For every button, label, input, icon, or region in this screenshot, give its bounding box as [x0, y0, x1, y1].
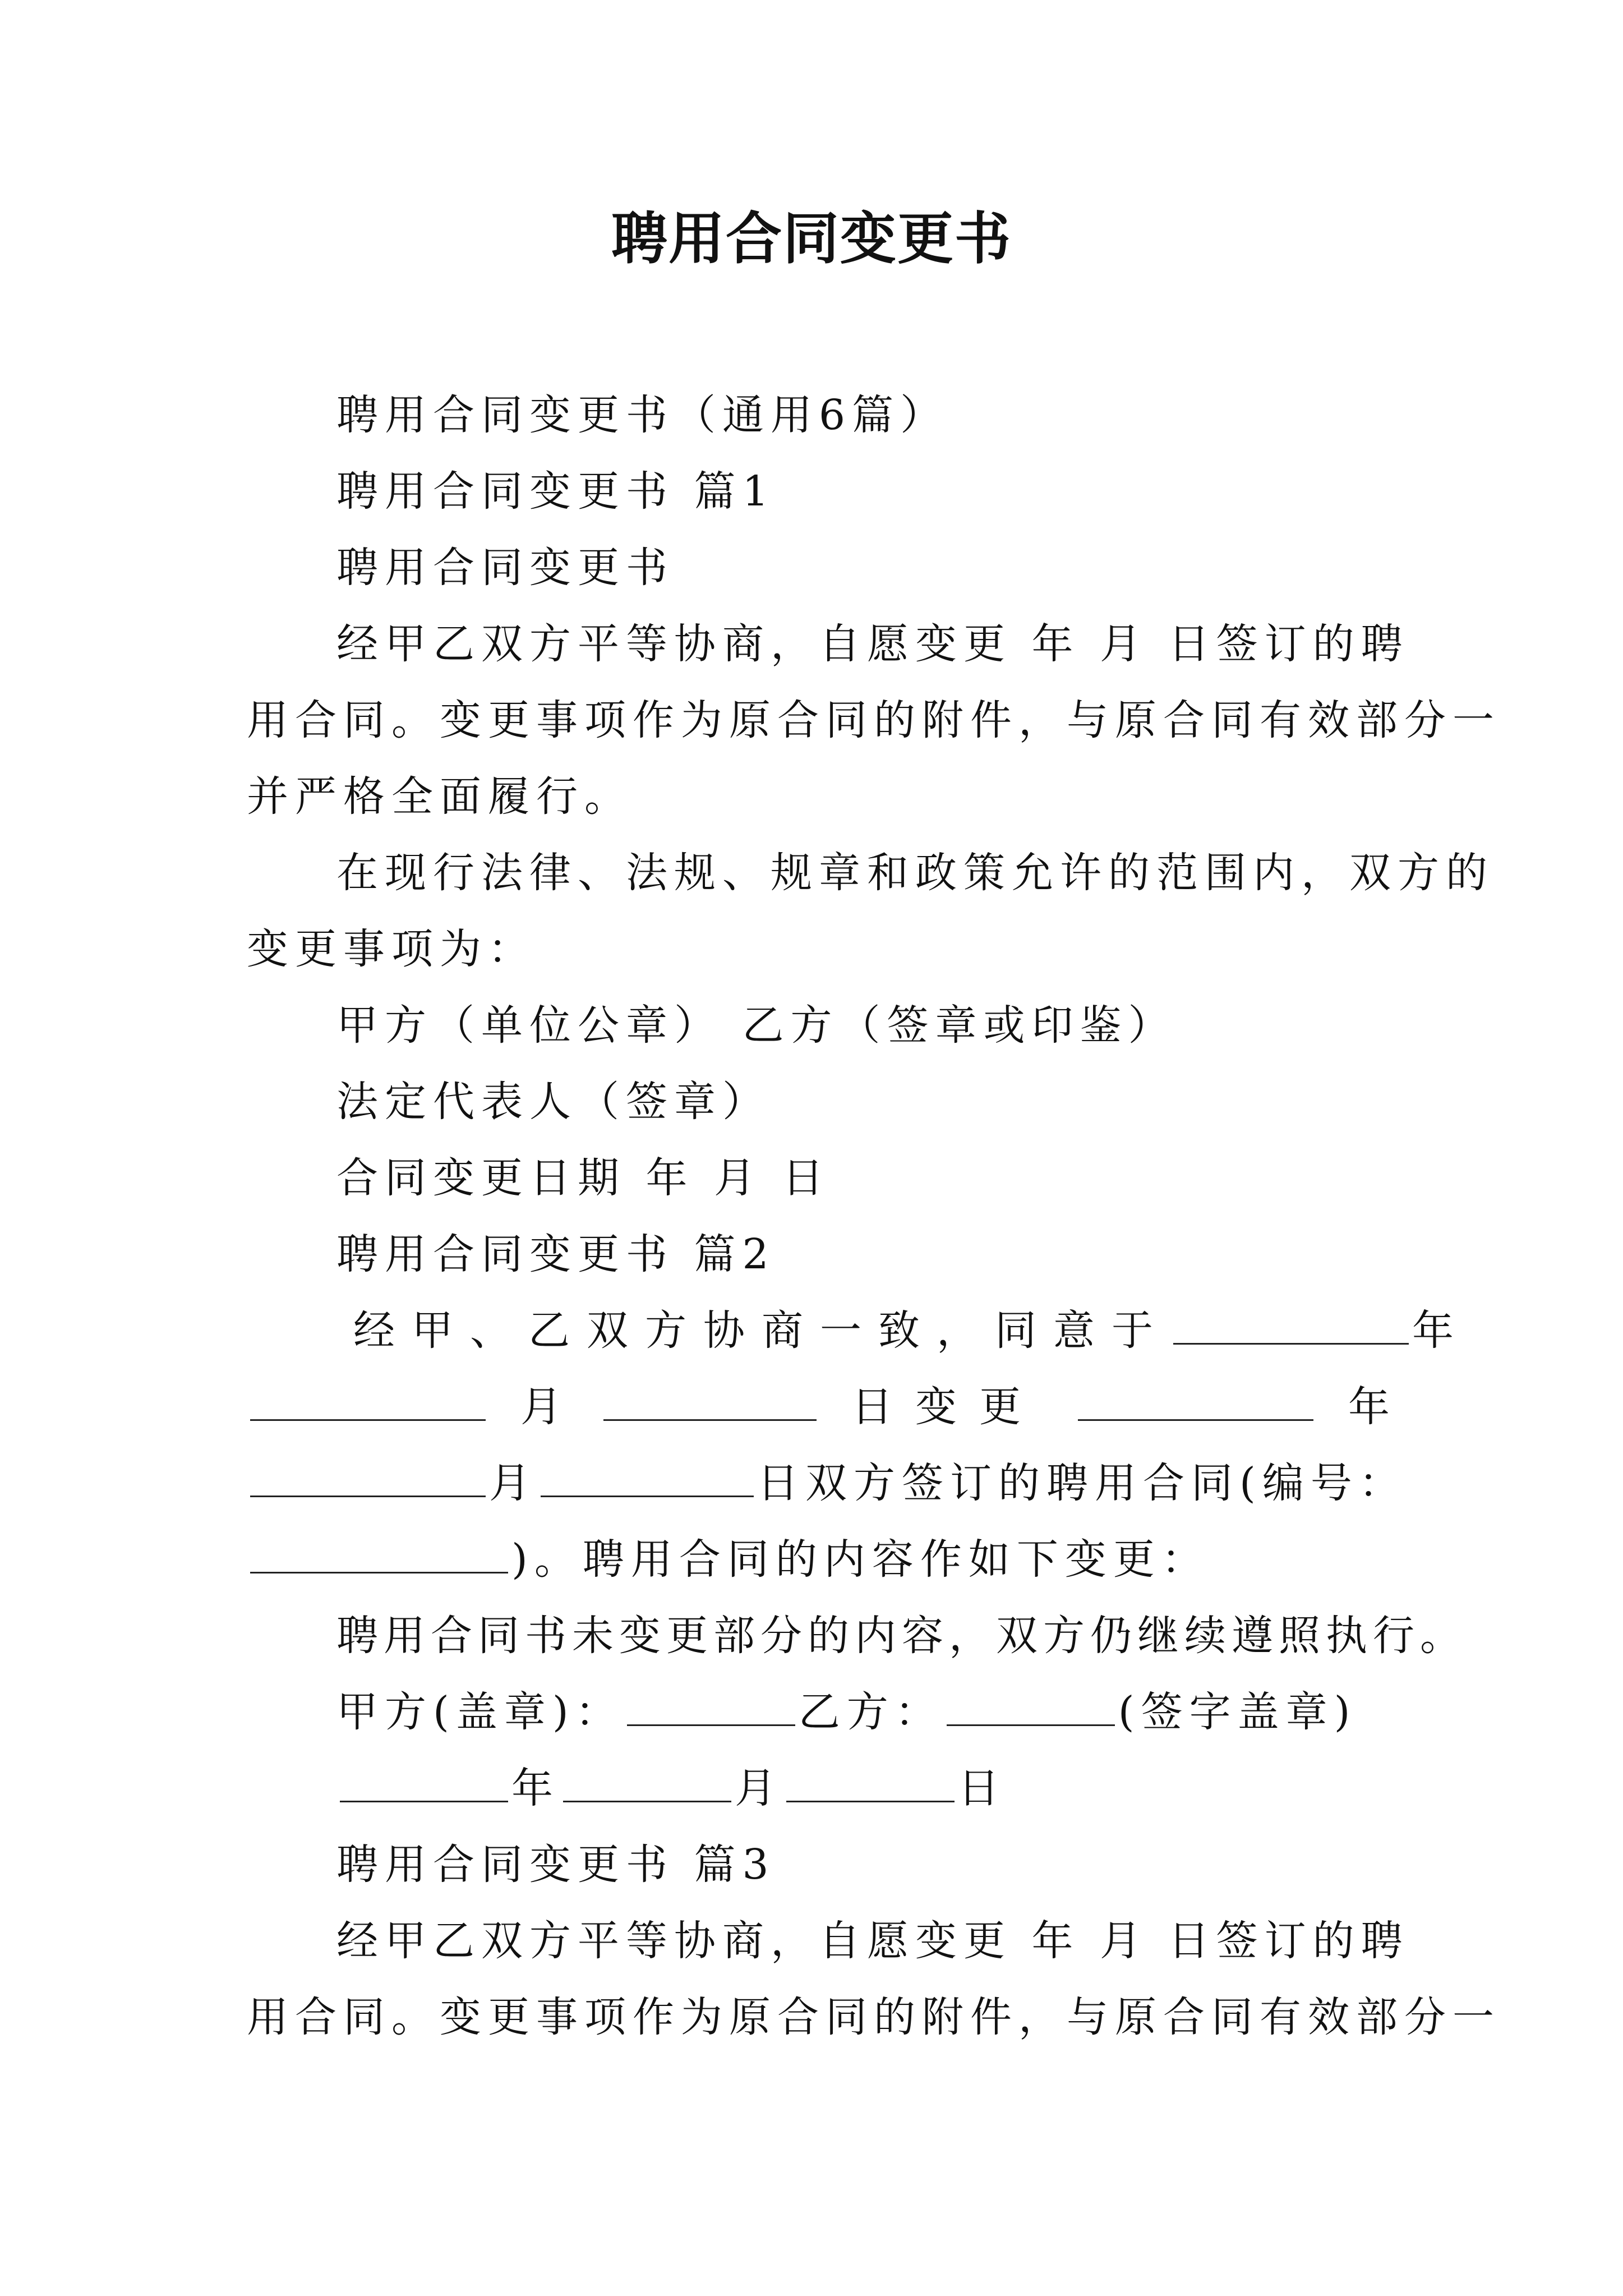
text-segment: 年	[1348, 1383, 1396, 1431]
text-segment: 月	[735, 1764, 783, 1812]
text-segment: 日双方签订的聘用合同(编号：	[757, 1459, 1407, 1507]
text-segment: )。聘用合同的内容作如下变更：	[511, 1535, 1210, 1584]
signature-line: 甲方（单位公章） 乙方（签章或印鉴）	[336, 1001, 1177, 1050]
paragraph-line: 并严格全面履行。	[247, 772, 633, 821]
text-segment: 日变更	[851, 1383, 1043, 1431]
subtitle: 聘用合同变更书（通用6篇）	[336, 391, 949, 439]
paragraph-line: 用合同。变更事项作为原合同的附件，与原合同有效部分一	[247, 696, 1501, 744]
fill-in-blank[interactable]	[250, 1537, 508, 1573]
paragraph-line: 变更事项为：	[247, 925, 536, 973]
text-segment: 甲方(盖章)：	[336, 1688, 624, 1736]
text-segment: 年	[511, 1764, 560, 1812]
fill-in-blank[interactable]	[340, 1766, 508, 1802]
fill-in-blank[interactable]	[603, 1384, 817, 1421]
fill-in-blank[interactable]	[627, 1690, 795, 1726]
fill-in-blank[interactable]	[947, 1690, 1115, 1726]
paragraph-line: 经甲乙双方平等协商，自愿变更 年 月 日签订的聘	[336, 1917, 1409, 1965]
fill-in-blank[interactable]	[250, 1384, 486, 1421]
fill-in-blank[interactable]	[1078, 1384, 1313, 1421]
text-segment: 月	[520, 1383, 569, 1431]
paragraph-line: 在现行法律、法规、规章和政策允许的范围内，双方的	[336, 849, 1494, 897]
fill-in-blank[interactable]	[563, 1766, 731, 1802]
signature-line: 法定代表人（签章）	[336, 1078, 771, 1126]
text-segment: 乙方：	[798, 1688, 943, 1736]
section-heading-1: 聘用合同变更书 篇1	[336, 467, 776, 516]
paragraph-line	[247, 1455, 1407, 1511]
paragraph-line: 聘用合同书未变更部分的内容，双方仍继续遵照执行。	[336, 1612, 1467, 1660]
paragraph-line: 用合同。变更事项作为原合同的附件，与原合同有效部分一	[247, 1993, 1501, 2041]
fill-in-blank[interactable]	[250, 1461, 486, 1497]
section-heading-3: 聘用合同变更书 篇3	[336, 1841, 776, 1889]
text-segment: 经甲、乙双方协商一致，同意于	[353, 1306, 1170, 1355]
date-line	[336, 1760, 1006, 1816]
fill-in-blank[interactable]	[541, 1461, 754, 1497]
date-line: 合同变更日期 年 月 日	[336, 1154, 831, 1202]
fill-in-blank[interactable]	[786, 1766, 955, 1802]
text-segment: 日	[958, 1764, 1006, 1812]
paragraph-line	[247, 1531, 1210, 1588]
text-segment: 年	[1412, 1306, 1470, 1355]
text-segment: (签字盖章)	[1118, 1688, 1357, 1736]
signature-line	[336, 1684, 1357, 1740]
text-segment: 月	[489, 1459, 537, 1507]
paragraph-line	[353, 1303, 1470, 1359]
paragraph-line	[247, 1379, 1396, 1435]
paragraph-line: 经甲乙双方平等协商，自愿变更 年 月 日签订的聘	[336, 620, 1409, 668]
document-title: 聘用合同变更书	[611, 205, 1012, 272]
section-heading-2: 聘用合同变更书 篇2	[336, 1230, 776, 1278]
fill-in-blank[interactable]	[1173, 1308, 1409, 1345]
paragraph-line: 聘用合同变更书	[336, 544, 674, 592]
